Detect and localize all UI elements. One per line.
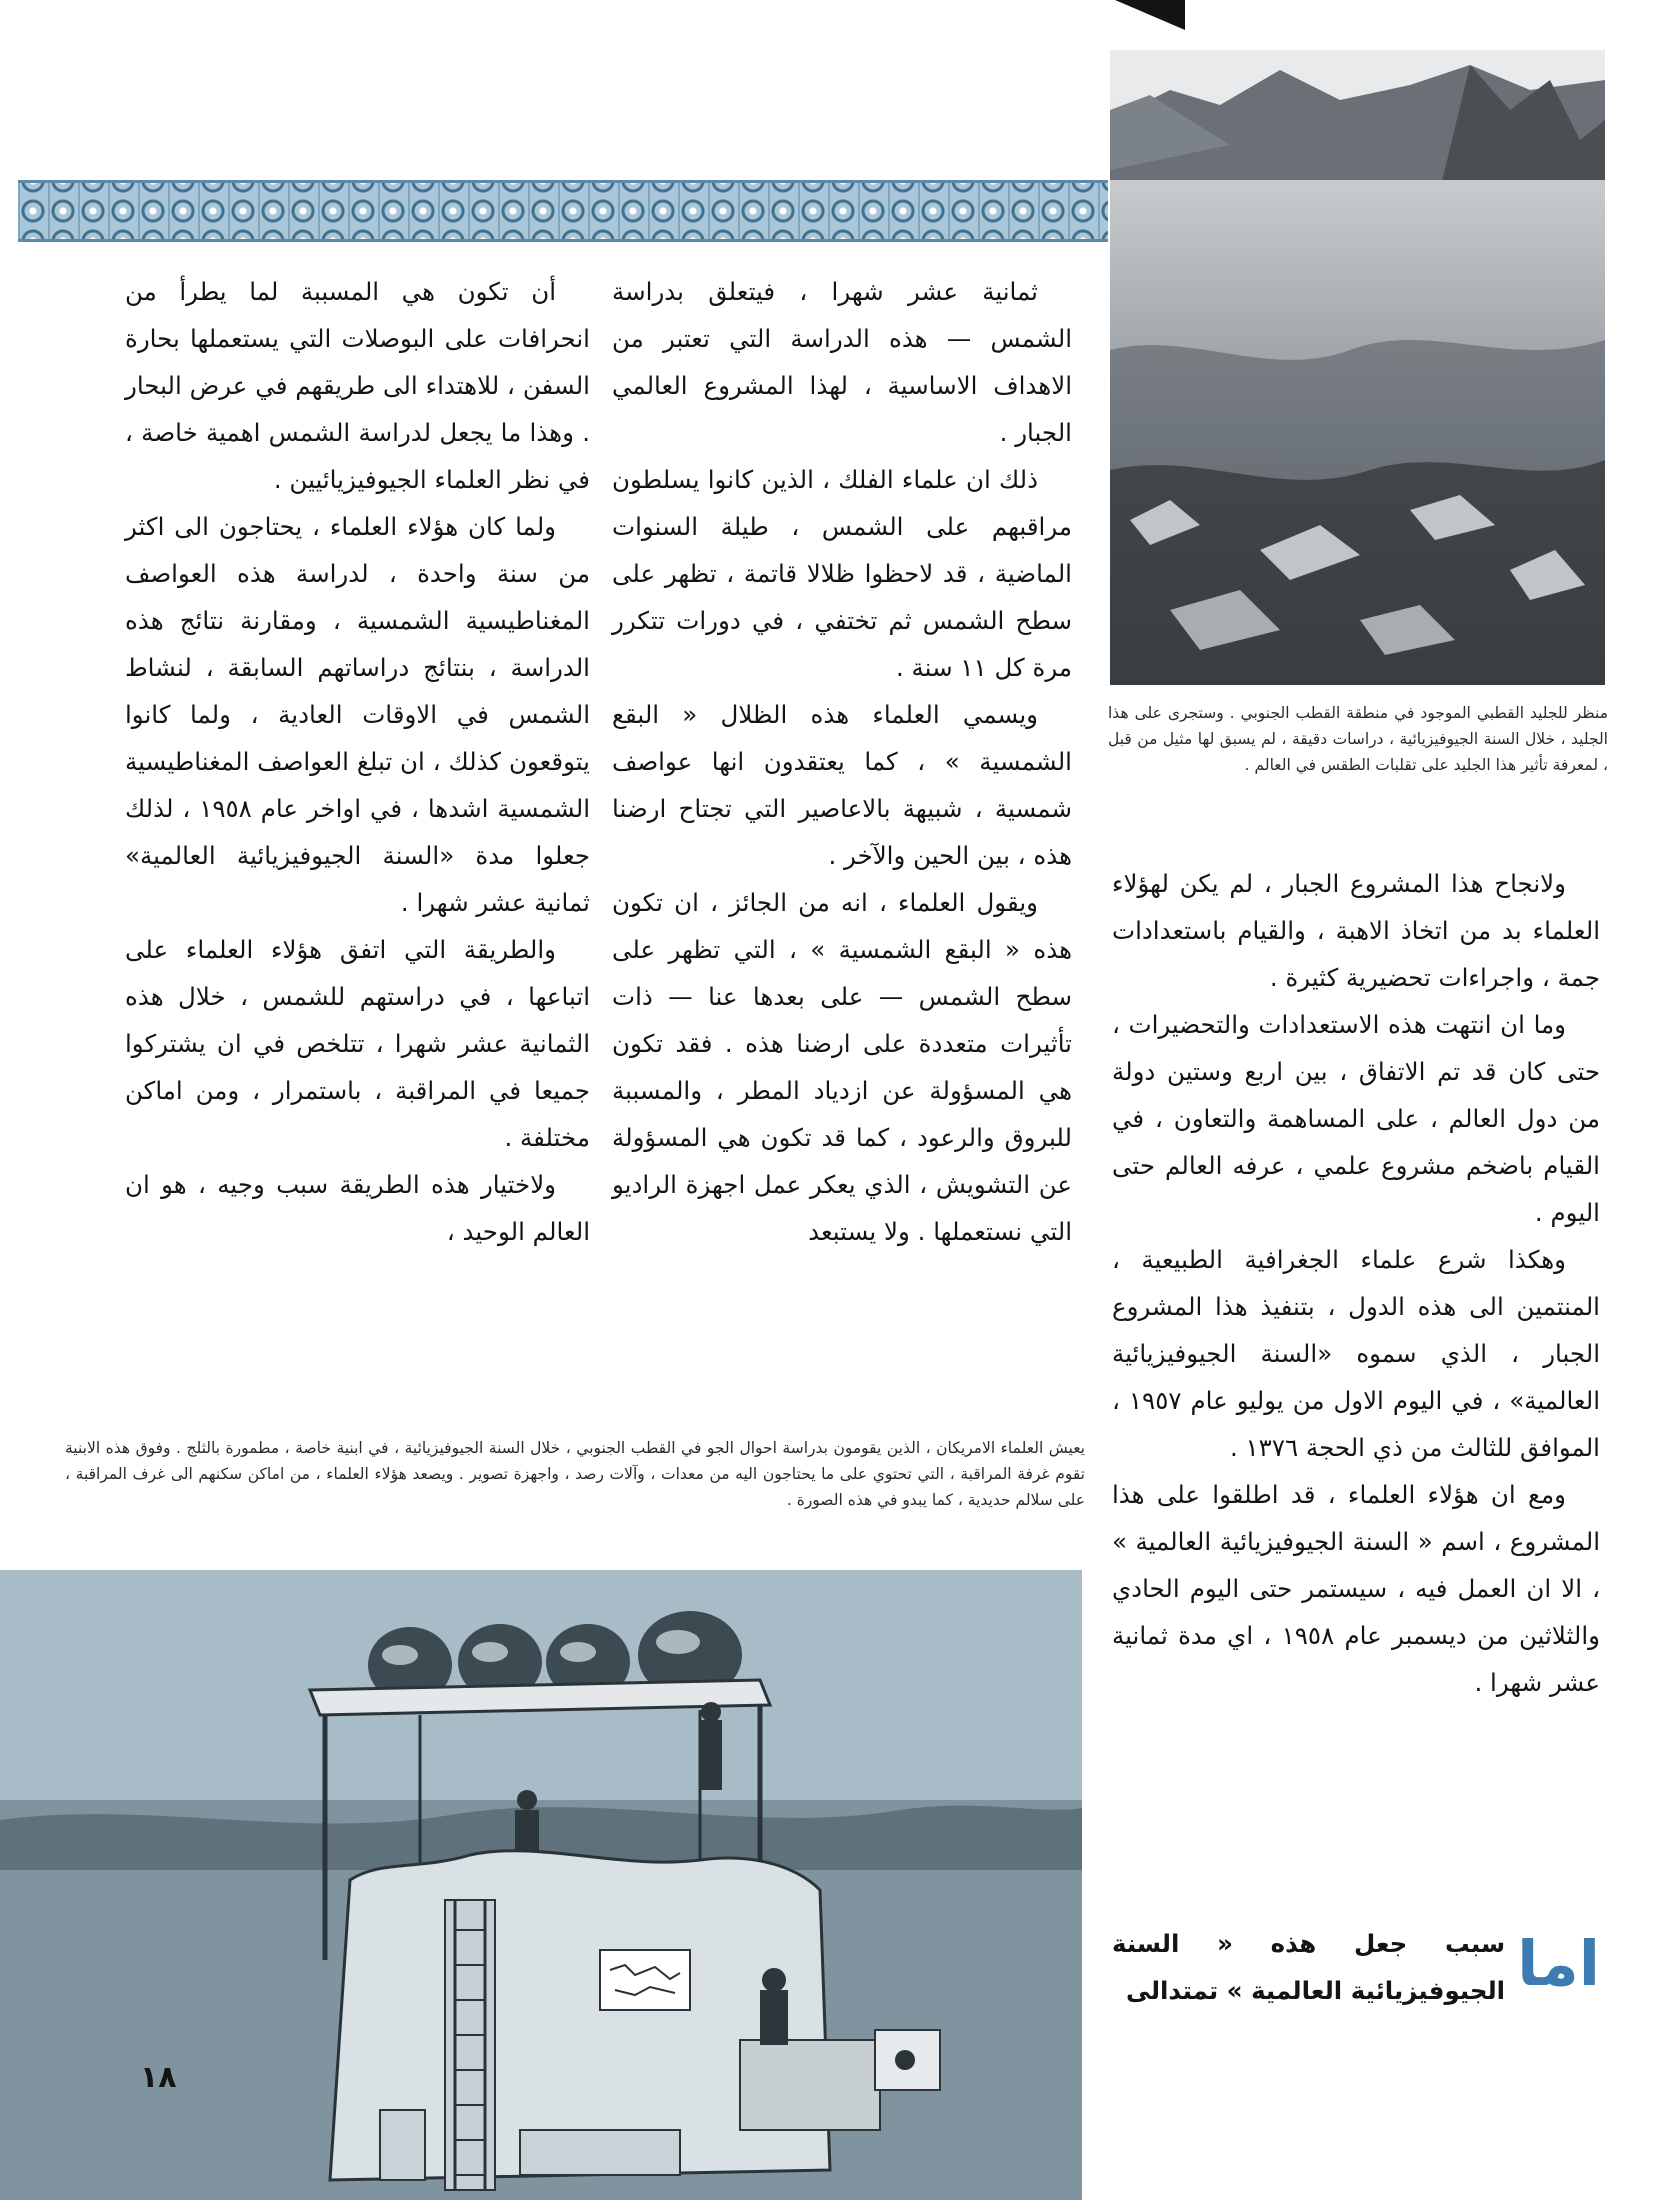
illustration-caption: يعيش العلماء الامريكان ، الذين يقومون بدراسة احوال الجو في القطب الجنوبي ، خلال السنة الجيوفيزيائية ، في ابنية خاصة ، مطمورة بالثلج . وفوق هذه الابنية تقوم غرفة المراقبة ، التي تحتوي على ما يحتاجون اليه من معدات ، وآلات رصد ، واجهزة تصوير . ويصعد هؤلاء العلماء ، من اماكن سكنهم الى غرف المراقبة ، على سلالم حديدية ، كما يبدو في هذه الصورة .: [65, 1439, 1085, 1509]
dropcap-text: سبب جعل هذه « السنة الجيوفيزيائية العالمية » تمتدالى: [1112, 1929, 1506, 2005]
paragraph: ويقول العلماء ، انه من الجائز ، ان تكون هذه « البقع الشمسية » ، التي تظهر على سطح الشمس — على بعدها عنا — ذات تأثيرات متعددة على ارضنا هذه . فقد تكون هي المسؤولة عن ازدياد المطر ، والمسببة للبروق والرعود ، كما قد تكون هي المسؤولة عن التشويش ، الذي يعكر عمل اجهزة الراديو التي نستعملها . ولا يستبعد: [612, 888, 1072, 1246]
corner-mark: [1115, 0, 1185, 30]
paragraph: والطريقة التي اتفق هؤلاء العلماء على اتباعها ، في دراستهم للشمس ، خلال هذه الثمانية عشر شهرا ، تتلخص في ان يشتركوا جميعا في المراقبة ، باستمرار ، ومن اماكن مختلفة .: [125, 935, 590, 1152]
paragraph: وهكذا شرع علماء الجغرافية الطبيعية ، المنتمين الى هذه الدول ، بتنفيذ هذا المشروع الجبار ، الذي سموه «السنة الجيوفيزيائية العالمية» ، في اليوم الاول من يوليو عام ١٩٥٧ ، الموافق للثالث من ذي الحجة ١٣٧٦ .: [1112, 1245, 1600, 1462]
left-column: [125, 268, 590, 1255]
paragraph: ولما كان هؤلاء العلماء ، يحتاجون الى اكثر من سنة واحدة ، لدراسة هذه العواصف المغناطيسية الشمسية ، ومقارنة نتائج هذه الدراسة ، بنتائج دراساتهم السابقة ، لنشاط الشمس في الاوقات العادية ، ولما كانوا يتوقعون كذلك ، ان تبلغ العواصف المغناطيسية الشمسية اشدها ، في اواخر عام ١٩٥٨ ، لذلك جعلوا مدة «السنة الجيوفيزيائية العالمية» ثمانية عشر شهرا .: [125, 512, 590, 917]
dropcap-letter: اما: [1517, 1927, 1600, 2000]
paragraph: ومع ان هؤلاء العلماء ، قد اطلقوا على هذا المشروع ، اسم « السنة الجيوفيزيائية العالمية » ، الا ان العمل فيه ، سيستمر حتى اليوم الحادي والثلاثين من ديسمبر عام ١٩٥٨ ، اي مدة ثمانية عشر شهرا .: [1112, 1480, 1600, 1697]
right-column: [1112, 860, 1600, 1706]
paragraph: وما ان انتهت هذه الاستعدادات والتحضيرات ، حتى كان قد تم الاتفاق ، بين اربع وستين دولة من دول العالم ، على المساهمة والتعاون ، في القيام باضخم مشروع علمي ، عرفه العالم حتى اليوم .: [1112, 1010, 1600, 1227]
middle-column: [612, 268, 1072, 1255]
ornamental-border: [18, 180, 1108, 242]
paragraph: ولاختيار هذه الطريقة سبب وجيه ، هو ان العالم الوحيد ،: [125, 1170, 590, 1246]
antarctic-ice-photo: [1110, 50, 1605, 685]
photo-caption: منظر للجليد القطبي الموجود في منطقة القطب الجنوبي . وستجرى على هذا الجليد ، خلال السنة الجيوفيزيائية ، دراسات دقيقة ، لم يسبق لها مثيل من قبل ، لمعرفة تأثير هذا الجليد على تقلبات الطقس في العالم .: [1108, 704, 1608, 774]
page-number: ١٨: [140, 2060, 177, 2095]
paragraph: أن تكون هي المسببة لما يطرأ من انحرافات على البوصلات التي يستعملها بحارة السفن ، للاهتداء الى طريقهم في عرض البحار . وهذا ما يجعل لدراسة الشمس اهمية خاصة ، في نظر العلماء الجيوفيزيائيين .: [125, 277, 590, 494]
paragraph: ويسمي العلماء هذه الظلال « البقع الشمسية » ، كما يعتقدون انها عواصف شمسية ، شبيهة بالاعاصير التي تجتاح ارضنا هذه ، بين الحين والآخر .: [612, 700, 1072, 870]
paragraph: ولانجاح هذا المشروع الجبار ، لم يكن لهؤلاء العلماء بد من اتخاذ الاهبة ، والقيام باستعدادات جمة ، واجراءات تحضيرية كثيرة .: [1112, 869, 1600, 992]
research-station-illustration: [0, 1570, 1082, 2200]
paragraph: ذلك ان علماء الفلك ، الذين كانوا يسلطون مراقبهم على الشمس ، طيلة السنوات الماضية ، قد لاحظوا ظلالا قاتمة ، تظهر على سطح الشمس ثم تختفي ، في دورات تتكرر مرة كل ١١ سنة .: [612, 465, 1072, 682]
dropcap-paragraph: [1112, 1920, 1600, 2014]
paragraph: ثمانية عشر شهرا ، فيتعلق بدراسة الشمس — هذه الدراسة التي تعتبر من الاهداف الاساسية ، لهذا المشروع العالمي الجبار .: [612, 277, 1072, 447]
